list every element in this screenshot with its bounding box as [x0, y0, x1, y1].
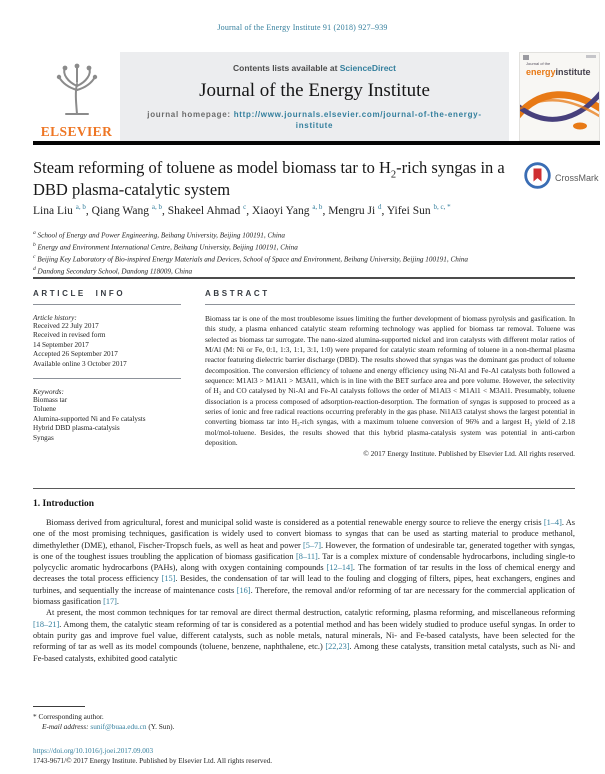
article-info-heading: ARTICLE INFO: [33, 289, 126, 298]
affiliations: [33, 229, 578, 277]
introduction-section: [33, 499, 575, 664]
author: Mengru Ji $^d$,: [328, 203, 387, 217]
citation-ref[interactable]: [22,23]: [325, 642, 350, 652]
article-info-column: [33, 289, 181, 443]
cover-brand-energy: energy: [526, 66, 556, 77]
homepage-label: journal homepage:: [147, 110, 234, 119]
cover-masthead-small: Journal of the: [526, 61, 551, 66]
keywords-label: Keywords:: [33, 388, 64, 397]
journal-name: Journal of the Energy Institute: [199, 80, 430, 101]
citation-ref[interactable]: [17]: [103, 597, 117, 607]
citation-ref[interactable]: [15]: [161, 574, 176, 584]
history-line: 14 September 2017: [33, 340, 89, 349]
author: Lina Liu $^{a, b}$,: [33, 203, 92, 217]
elsevier-wordmark: ELSEVIER: [40, 124, 113, 139]
keyword: Hybrid DBD plasma-catalysis: [33, 424, 120, 433]
corresponding-author-note: * Corresponding author.: [33, 712, 104, 721]
section-divider-rule: [33, 277, 575, 279]
elsevier-tree-icon: [50, 62, 104, 123]
footnote-block: [33, 706, 353, 731]
abstract-bottom-rule: [33, 488, 575, 489]
title-subscript: 2: [390, 169, 397, 181]
masthead-divider-rule: [33, 141, 600, 145]
journal-citation: Journal of the Energy Institute 91 (2018) 927–939: [217, 23, 388, 32]
affiliation-row: $^c$ Beijing Key Laboratory of Bio-inspired Energy Materials and Devices, School of Space and Environment, Beihang University, Beijing 100191, China: [33, 253, 469, 264]
history-line: Received 22 July 2017: [33, 322, 99, 330]
contents-line: [120, 63, 509, 73]
abstract-copyright: © 2017 Energy Institute. Published by Elsevier Ltd. All rights reserved.: [363, 449, 575, 459]
author: Qiang Wang $^{a, b}$,: [91, 203, 168, 217]
email-suffix: (Y. Sun).: [146, 721, 175, 731]
cover-emblem-icon: [523, 55, 529, 60]
email-label: E-mail address:: [42, 721, 89, 731]
citation-ref[interactable]: [18–21]: [33, 619, 60, 629]
title-part-2: -rich syngas in a DBD plasma-catalytic system: [33, 158, 505, 199]
journal-masthead: [33, 52, 509, 141]
intro-paragraph-2: At present, the most common techniques for tar removal are direct thermal destruction, catalytic reforming, plasma reforming, and miscellaneous reforming [18–21]. Among them, the catalytic steam reforming of tar is considered as a potential method and has been widely studied to produce useful syngas. In order to obtain purity gas and improve fuel value, different catalysts, such as noble metals, natural minerals, Ni- and Fe-based catalysts, have been selected for the reforming of tar as well as its model compounds (toluene, benzene, naphthalene, etc.) [22,23]. Among these catalysts, transition metal catalysts, such as Ni- and Fe-based catalysts, exhibited good catalytic: [33, 608, 575, 663]
keyword: Biomass tar: [33, 396, 68, 405]
keywords-divider-rule: [33, 378, 181, 379]
cover-brand: [520, 67, 599, 77]
journal-cover-thumbnail: [519, 52, 600, 141]
homepage-line: [120, 110, 509, 131]
crossmark-label: CrossMark: [555, 173, 599, 183]
citation-ref[interactable]: [5–7]: [303, 540, 322, 550]
affiliation-row: $^d$ Dandong Secondary School, Dandong 118009, China: [33, 265, 193, 276]
abstract-heading: ABSTRACT: [205, 289, 270, 298]
history-line: Available online 3 October 2017: [33, 359, 127, 368]
article-info-heading-rule: [33, 304, 181, 305]
email-line: [33, 722, 353, 732]
cover-issue-mark: [586, 55, 596, 58]
masthead-center: [120, 52, 509, 141]
citation-ref[interactable]: [8–11]: [296, 551, 318, 561]
cover-brand-institute: institute: [555, 66, 591, 77]
history-line: Received in revised form: [33, 331, 106, 340]
crossmark-icon: [524, 162, 551, 194]
keyword: Alumina-supported Ni and Fe catalysts: [33, 414, 146, 423]
title-part-1: Steam reforming of toluene as model biomass tar to H: [33, 158, 391, 177]
authors-line: [33, 203, 573, 217]
intro-paragraph-1: Biomass derived from agricultural, forest and municipal solid waste is considered as a potential renewable energy source to relieve the energy crisis [1–4]. As one of the most promising techniques, gasification is widely used to convert biomass to syngas that can be used as starting material to produce methanol, dimethylether (DME), ethanol, Fischer-Tropsch fuels, as well as heat and power [5–7]. However, the formation of undesirable tar, generated together with syngas, is one of the toughest issues troubling the application of biomass gasification [8–11]. Tar is a complex mixture of condensable hydrocarbons, including single-to polycyclic aromatic hydrocarbons (PAHs), along with oxygen containing compounds [12–14]. The formation of tar results in the loss of chemical energy and decreases the total process efficiency [15]. Besides, the condensation of tar will lead to the fouling and clogging of filters, pipes, heat exchangers, engines and turbines, and sequentially the increase of maintenance costs [16]. Therefore, the removal and/or reforming of tar are necessary for the commercial application of biomass gasification [17].: [33, 518, 576, 607]
citation-ref[interactable]: [1–4]: [543, 518, 562, 527]
abstract-column: [205, 289, 575, 458]
author: Xiaoyi Yang $^{a, b}$,: [251, 203, 329, 217]
contents-prefix: Contents lists available at: [233, 63, 340, 73]
article-history-label: Article history:: [33, 314, 77, 322]
abstract-body: Biomass tar is one of the most troublesome issues limiting the further development of biomass pyrolysis and gasification. In this study, a plasma enhanced catalytic steam reforming technology was applied for biomass tar removal. Toluene was selected as biomass tar surrogate. The nano-sized alumina-supported nickel and iron catalysts with different molar ratios of M/Al (M: Ni or Fe, 0:1, 1:3, 1:1, 3:1, 1:0) were prepared for catalytic steam reforming of toluene in a non-thermal plasma reactor featuring dielectric barrier discharge (DBD). The results showed that syngas was the dominant gas product of toluene decomposition. The conversion efficiency of toluene and energy efficiency using Ni-Al and Fe-Al catalysts both followed a sequence: M1Al3 > M1Al1 > M3Al1, which is in line with the BET surface area and pore volume. However, the selectivity of H₂ and CO catalysed by Ni-Al and Fe-Al catalysts follows the order of M1Al3 < M1Al1 < M3Al1. Presumably, toluene dissociation is a process composed of adsorption-reaction-desorption. The formation of syngas is supposed to proceed as a series of ionic and free radical reactions occurring preferably in the gas phase. Ni1Al3 catalyst shows the largest potential in converting biomass tar into H₂-rich syngas, with a maximum toluene conversion of 96% and a largest H₂ yield of 2.18 mol/mol-toluene. Besides, the results showed that this hybrid plasma-catalysis system was potential in anti-carbon deposition.: [205, 314, 575, 448]
article-title: [33, 157, 511, 200]
affiliation-row: $^b$ Energy and Environment International Centre, Beihang University, Beijing 100191, China: [33, 241, 298, 252]
homepage-url-link[interactable]: http://www.journals.elsevier.com/journal-of-the-energy-institute: [233, 110, 482, 130]
sciencedirect-link[interactable]: ScienceDirect: [339, 63, 396, 73]
abstract-heading-rule: [205, 304, 575, 305]
citation-ref[interactable]: [16]: [236, 585, 251, 595]
citation-ref[interactable]: [12–14]: [326, 563, 353, 573]
history-line: Accepted 26 September 2017: [33, 350, 118, 359]
cover-top-marks: [520, 53, 599, 60]
keyword: Toluene: [33, 405, 57, 414]
introduction-heading: 1. Introduction: [33, 499, 95, 509]
cover-swoosh-graphic: [520, 122, 599, 139]
email-link[interactable]: sunif@buaa.edu.cn: [90, 721, 147, 731]
issn-rights-line: 1743-9671/© 2017 Energy Institute. Published by Elsevier Ltd. All rights reserved.: [33, 757, 273, 765]
author: Yifei Sun $^{b, c, *}$: [386, 203, 451, 217]
elsevier-logo: [33, 52, 120, 141]
footnote-rule: [33, 706, 85, 707]
doi-link[interactable]: https://doi.org/10.1016/j.joei.2017.09.003: [33, 747, 154, 755]
crossmark-badge[interactable]: [524, 162, 600, 194]
keyword: Syngas: [33, 433, 54, 442]
author: Shakeel Ahmad $^c$,: [167, 203, 252, 217]
affiliation-row: $^a$ School of Energy and Power Engineering, Beihang University, Beijing 100191, China: [33, 230, 286, 240]
